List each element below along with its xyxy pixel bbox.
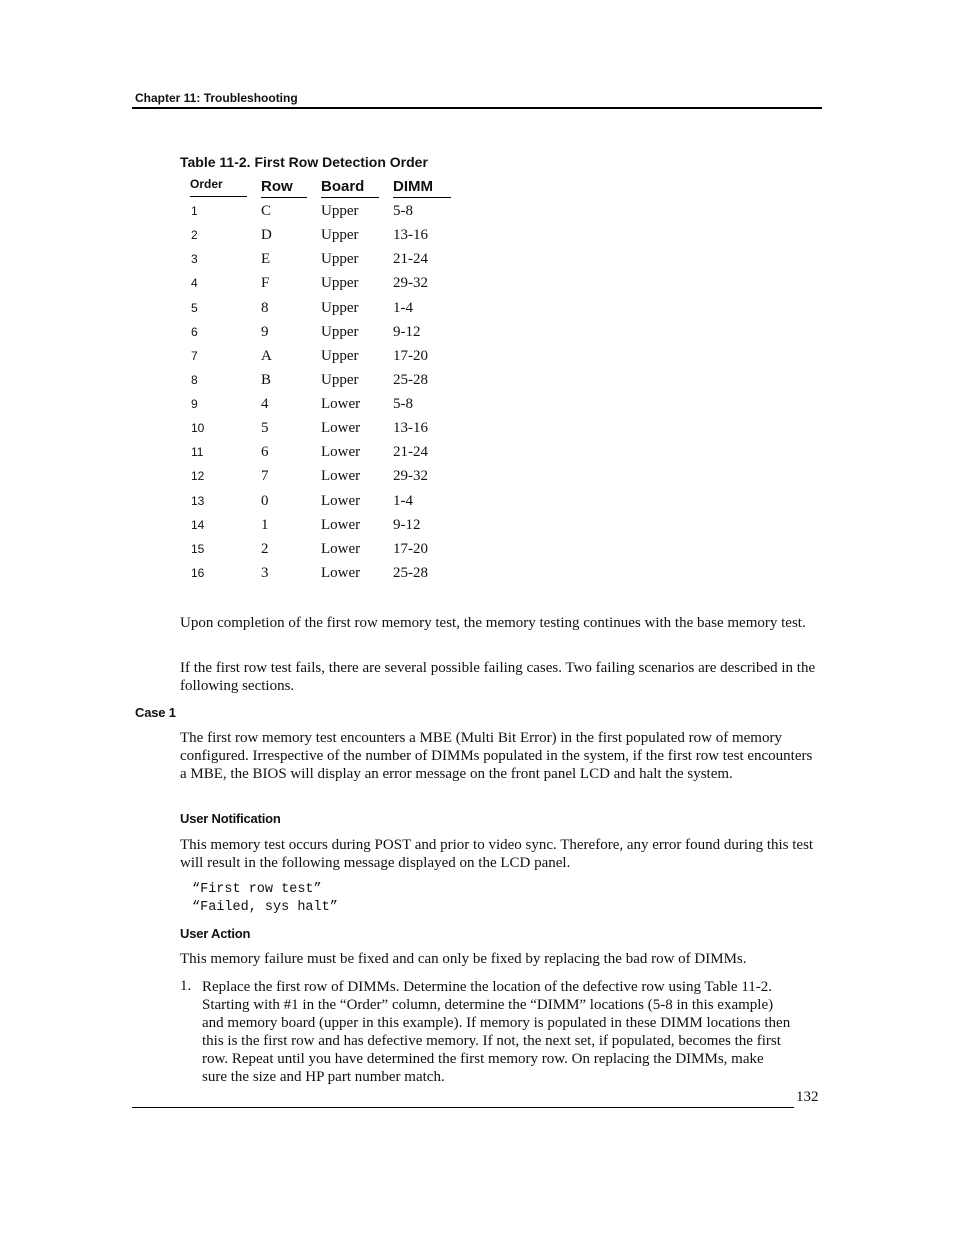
- table-row: [0, 444, 954, 468]
- cell-board: Lower: [321, 516, 361, 533]
- heading-case-1: Case 1: [135, 705, 176, 720]
- header-rule: [132, 107, 822, 109]
- cell-row: 2: [261, 540, 269, 557]
- cell-order: 9: [191, 397, 198, 411]
- paragraph-first-row-completion: Upon completion of the first row memory test, the memory testing continues with the base memory test.: [180, 615, 806, 631]
- cell-row: 3: [261, 564, 269, 581]
- page-number: 132: [796, 1089, 819, 1105]
- cell-row: E: [261, 251, 271, 268]
- lcd-message-line-2: “Failed, sys halt”: [192, 900, 338, 915]
- paragraph-notification: This memory test occurs during POST and prior to video sync. Therefore, any error found during this test will result in the following message displayed on the LCD panel.: [180, 837, 814, 871]
- cell-order: 7: [191, 348, 198, 363]
- heading-user-action: User Action: [180, 926, 251, 941]
- table-row: [0, 203, 954, 227]
- cell-row: 6: [261, 444, 269, 461]
- cell-dimm: 25-28: [393, 564, 428, 581]
- table-row: [0, 396, 954, 420]
- cell-dimm: 5-8: [393, 203, 413, 219]
- table-row: [0, 565, 954, 589]
- cell-dimm: 5-8: [393, 396, 413, 412]
- cell-order: 10: [191, 421, 205, 436]
- cell-row: 8: [261, 299, 269, 316]
- cell-order: 3: [191, 252, 198, 267]
- cell-dimm: 9-12: [393, 323, 421, 340]
- list-item: Replace the first row of DIMMs. Determine the location of the defective row using Table 11-2. Starting with #1 in the “Order” column, determine the “DIMM” locations (5-8 in this example) and memory board (upper in this example). If memory is populated in these DIMM locations then this is the first row and has defective memory. If not, the next set, if populated, becomes the first row. Repeat until you have determined the first memory row. On replacing the DIMMs, make sure the size and HP part number match.: [202, 979, 791, 1085]
- cell-board: Upper: [321, 323, 359, 340]
- cell-order: 1: [191, 204, 198, 218]
- cell-order: 12: [191, 469, 205, 484]
- chapter-header: Chapter 11: Troubleshooting: [135, 91, 298, 105]
- cell-order: 5: [191, 300, 198, 315]
- cell-row: C: [261, 203, 272, 219]
- column-header-order: Order: [190, 177, 247, 197]
- cell-row: 7: [261, 468, 269, 485]
- paragraph-user-action: This memory failure must be fixed and can only be fixed by replacing the bad row of DIMMs.: [180, 951, 747, 967]
- cell-order: 13: [191, 493, 205, 508]
- table-row: [0, 251, 954, 275]
- cell-board: Upper: [321, 203, 359, 219]
- cell-order: 6: [191, 324, 198, 339]
- cell-order: 11: [191, 445, 204, 460]
- cell-dimm: 17-20: [393, 347, 428, 364]
- cell-board: Upper: [321, 371, 359, 388]
- cell-row: 0: [261, 492, 269, 509]
- cell-order: 4: [191, 276, 198, 291]
- cell-board: Upper: [321, 251, 359, 268]
- cell-dimm: 21-24: [393, 444, 428, 461]
- lcd-message-line-1: “First row test”: [192, 882, 322, 897]
- cell-row: 1: [261, 516, 269, 533]
- paragraph-failing-cases: If the first row test fails, there are several possible failing cases. Two failing scenarios are described in the following sections.: [180, 660, 816, 694]
- column-header-board: Board: [321, 178, 379, 198]
- cell-dimm: 29-32: [393, 275, 428, 292]
- cell-order: 14: [191, 517, 205, 532]
- table-row: [0, 372, 954, 396]
- cell-row: A: [261, 347, 272, 364]
- cell-order: 8: [191, 372, 198, 387]
- cell-board: Lower: [321, 492, 361, 509]
- cell-row: 9: [261, 323, 269, 340]
- footer-rule: [132, 1107, 794, 1108]
- cell-dimm: 13-16: [393, 227, 428, 244]
- cell-board: Lower: [321, 540, 361, 557]
- table-row: [0, 324, 954, 348]
- cell-board: Lower: [321, 564, 361, 581]
- cell-dimm: 25-28: [393, 371, 428, 388]
- cell-dimm: 1-4: [393, 299, 413, 316]
- cell-board: Upper: [321, 275, 359, 292]
- cell-order: 16: [191, 565, 205, 580]
- table-row: [0, 517, 954, 541]
- cell-order: 15: [191, 541, 205, 556]
- table-row: [0, 227, 954, 251]
- table-row: [0, 420, 954, 444]
- table-row: [0, 300, 954, 324]
- cell-board: Lower: [321, 468, 361, 485]
- cell-dimm: 17-20: [393, 540, 428, 557]
- cell-dimm: 13-16: [393, 420, 428, 437]
- detection-order-table: [0, 203, 954, 589]
- cell-board: Upper: [321, 227, 359, 244]
- cell-dimm: 9-12: [393, 516, 421, 533]
- cell-row: B: [261, 371, 272, 388]
- table-row: [0, 468, 954, 492]
- cell-dimm: 21-24: [393, 251, 428, 268]
- cell-board: Lower: [321, 444, 361, 461]
- cell-board: Upper: [321, 347, 359, 364]
- column-header-dimm: DIMM: [393, 178, 451, 198]
- cell-board: Upper: [321, 299, 359, 316]
- cell-row: 5: [261, 420, 269, 437]
- paragraph-case-1: The first row memory test encounters a MBE (Multi Bit Error) in the first populated row of memory configured. Irrespective of the number of DIMMs populated in the system, if the first row test encounters a MBE, the BIOS will display an error message on the front panel LCD and halt the system.: [180, 730, 813, 782]
- cell-order: 2: [191, 228, 198, 243]
- cell-dimm: 1-4: [393, 492, 413, 509]
- table-row: [0, 275, 954, 299]
- table-row: [0, 541, 954, 565]
- column-header-row: Row: [261, 178, 307, 198]
- cell-board: Lower: [321, 396, 361, 412]
- cell-board: Lower: [321, 420, 361, 437]
- table-row: [0, 348, 954, 372]
- list-item-number: 1.: [180, 978, 192, 994]
- heading-user-notification: User Notification: [180, 811, 281, 826]
- cell-row: D: [261, 227, 272, 244]
- cell-dimm: 29-32: [393, 468, 428, 485]
- cell-row: F: [261, 275, 270, 292]
- table-caption: Table 11-2. First Row Detection Order: [180, 154, 428, 170]
- cell-row: 4: [261, 396, 269, 412]
- table-row: [0, 493, 954, 517]
